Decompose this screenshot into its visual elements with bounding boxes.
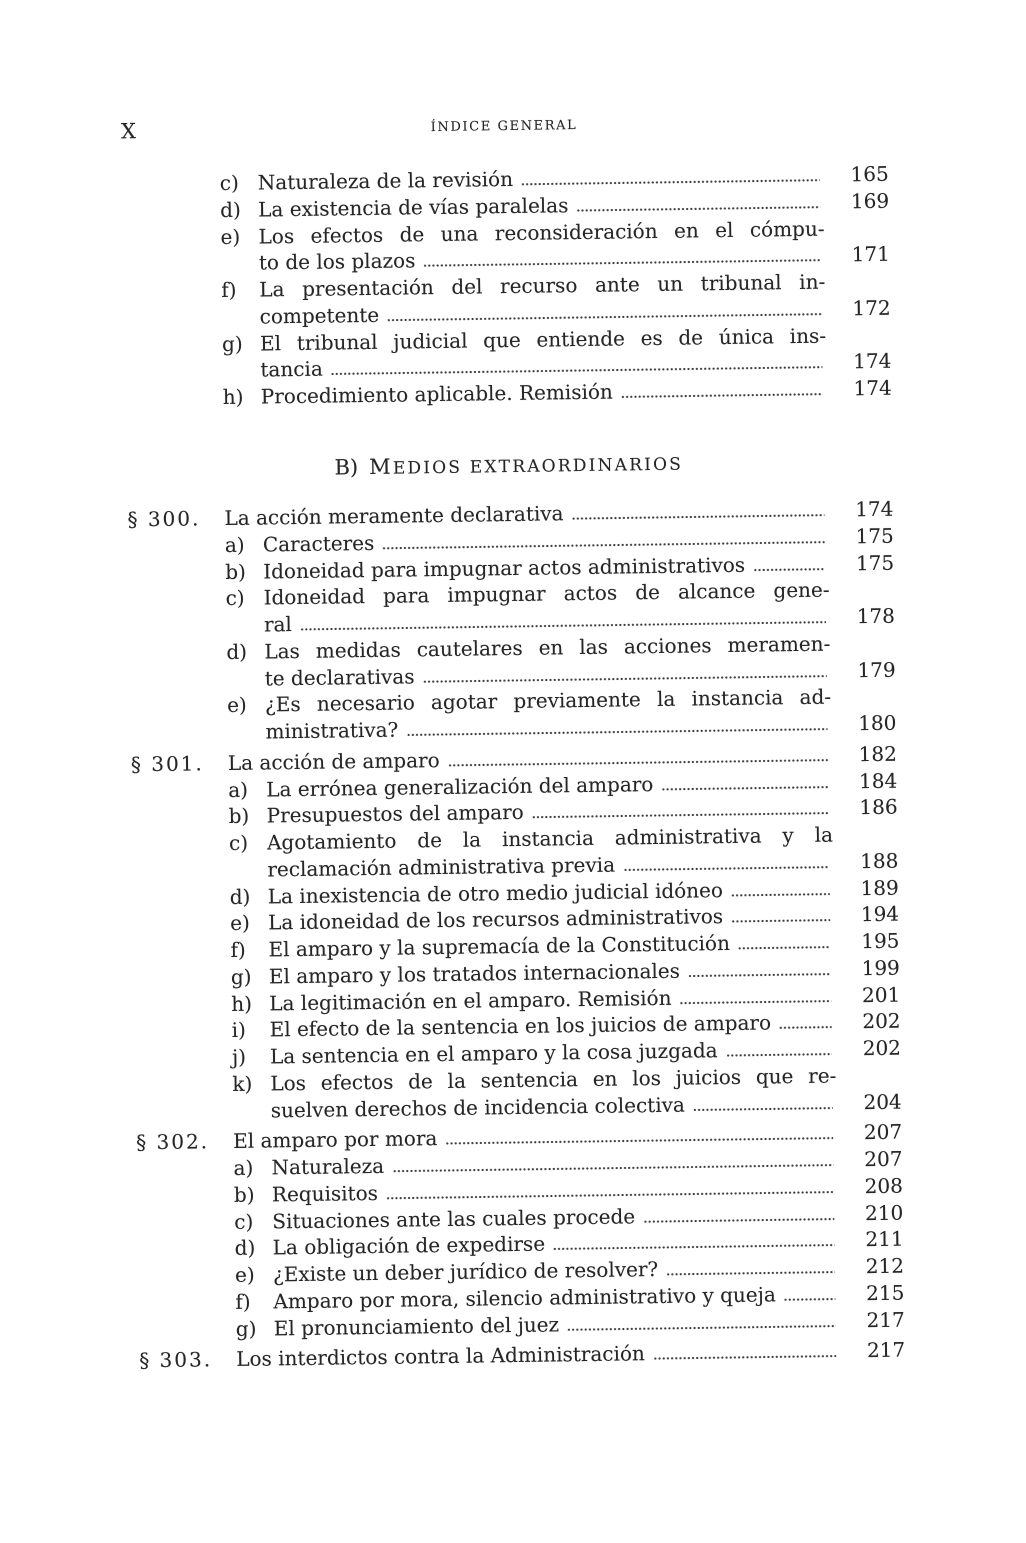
- page-number: 179: [857, 657, 896, 682]
- page-number: 165: [850, 161, 889, 187]
- section-indent: [130, 712, 227, 713]
- section-number: § 302.: [136, 1129, 210, 1155]
- page-number: 174: [855, 496, 894, 522]
- dot-leader: [726, 1053, 832, 1057]
- item-letter: f): [235, 1289, 251, 1314]
- page-number: 186: [859, 794, 898, 820]
- dot-leader: [653, 1355, 836, 1361]
- item-letter: c): [225, 585, 245, 611]
- item-title: La presentación del recurso ante un tribunal in-: [259, 269, 826, 302]
- item-title: suelven derechos de incidencia colectiva: [270, 1092, 686, 1122]
- toc-sections: [127, 496, 905, 1375]
- item-letter: d): [220, 197, 241, 222]
- dot-leader: [753, 567, 825, 571]
- item-letter-indent: [221, 270, 259, 271]
- page-number: 208: [864, 1173, 904, 1198]
- section-indent: [132, 823, 229, 824]
- item-title: La errónea generalización del amparo: [266, 771, 654, 801]
- section-indent: [138, 1255, 235, 1256]
- page-number: 182: [858, 741, 898, 766]
- page-number: 204: [863, 1089, 902, 1114]
- dot-leader: [406, 728, 827, 737]
- section-indent: [132, 850, 229, 851]
- dot-leader: [738, 946, 831, 950]
- dot-leader: [382, 540, 825, 549]
- section-indent: [128, 552, 225, 553]
- toc-continued-items: [123, 161, 892, 412]
- dot-leader: [731, 892, 830, 896]
- dot-leader: [300, 621, 826, 631]
- dot-leader: [576, 205, 820, 211]
- section-title: El amparo por mora: [233, 1126, 438, 1154]
- item-title: ¿Existe un deber jurídico de resolver?: [272, 1257, 659, 1287]
- page-number: 202: [862, 1035, 902, 1061]
- section-number: § 300.: [127, 506, 201, 532]
- item-letter: c): [234, 1209, 254, 1234]
- page-number: 217: [866, 1337, 906, 1363]
- item-title: ministrativa?: [265, 717, 399, 744]
- page-number: 175: [855, 523, 894, 548]
- running-title: ÍNDICE GENERAL: [430, 118, 578, 136]
- item-letter: b): [233, 1182, 255, 1207]
- page-number: 212: [865, 1253, 905, 1279]
- dot-leader: [572, 514, 825, 521]
- section-indent: [128, 578, 225, 579]
- dot-leader: [643, 1217, 834, 1223]
- item-title: Procedimiento aplicable. Remisión: [260, 379, 613, 409]
- item-title: La obligación de expedirse: [272, 1231, 546, 1260]
- section-indent: [123, 217, 220, 218]
- item-title: ¿Es necesario agotar previamente la instancia ad-: [264, 684, 832, 717]
- item-letter-indent: [228, 738, 266, 739]
- page-number: 180: [858, 710, 897, 736]
- item-letter: e): [226, 692, 247, 718]
- section-indent: [137, 1175, 234, 1176]
- item-letter: i): [231, 1018, 247, 1043]
- dot-leader: [666, 1271, 835, 1276]
- running-head: [0, 106, 1017, 147]
- page-number: 189: [860, 875, 899, 900]
- page-number: 207: [863, 1119, 903, 1145]
- section-title: La acción meramente declarativa: [224, 501, 564, 531]
- item-title: to de los plazos: [258, 248, 416, 275]
- dot-leader: [553, 1244, 835, 1251]
- dot-leader: [521, 179, 820, 186]
- part-heading: [0, 445, 1022, 486]
- section-indent: [123, 190, 220, 191]
- item-letter-indent: [233, 1117, 271, 1118]
- dot-leader: [693, 1106, 833, 1111]
- item-title: La inexistencia de otro medio judicial idóneo: [267, 877, 724, 908]
- page-number: 174: [853, 348, 892, 374]
- item-title: El efecto de la sentencia en los juicios de amparo: [269, 1010, 772, 1042]
- item-title: tancia: [260, 356, 323, 382]
- item-letter: a): [224, 532, 245, 557]
- section-indent: [139, 1309, 236, 1310]
- part-title: MEDIOS EXTRAORDINARIOS: [368, 454, 684, 479]
- dot-leader: [423, 674, 827, 683]
- page-number: 217: [866, 1307, 905, 1332]
- item-letter: g): [230, 964, 252, 989]
- section-indent: [131, 739, 228, 740]
- dot-leader: [448, 758, 828, 766]
- section-indent: [124, 244, 221, 245]
- section-indent: [124, 270, 221, 271]
- dot-leader: [331, 366, 823, 376]
- item-title: Caracteres: [262, 530, 375, 557]
- item-letter: k): [232, 1071, 253, 1096]
- section-number: § 303.: [139, 1347, 213, 1373]
- dot-leader: [731, 919, 830, 923]
- item-title: Naturaleza: [271, 1153, 385, 1180]
- section-indent: [129, 659, 226, 660]
- section-indent: [126, 404, 223, 405]
- section-indent: [129, 632, 226, 633]
- page-number: 175: [855, 550, 895, 575]
- page-number: 202: [862, 1008, 901, 1034]
- page-number: 172: [852, 295, 891, 320]
- dot-leader: [532, 812, 829, 819]
- section-indent: [132, 877, 229, 878]
- item-title: Idoneidad para impugnar actos administrativos: [263, 552, 746, 583]
- dot-leader: [784, 1297, 836, 1301]
- dot-leader: [680, 999, 832, 1004]
- item-title: Agotamiento de la instancia administrativa y la: [266, 822, 834, 855]
- page-numeral: X: [120, 119, 137, 144]
- page-number: 188: [859, 848, 899, 873]
- dot-leader: [623, 865, 829, 871]
- item-letter: f): [221, 277, 237, 303]
- item-title: te declarativas: [264, 663, 415, 690]
- dot-leader: [387, 312, 822, 321]
- item-letter: e): [234, 1262, 255, 1287]
- section-indent: [126, 377, 223, 378]
- dot-leader: [445, 1137, 833, 1145]
- section-number: § 301.: [130, 751, 204, 777]
- section-indent: [133, 903, 230, 904]
- item-title: El pronunciamiento del juez: [273, 1311, 560, 1340]
- item-letter-indent: [229, 876, 267, 877]
- section-indent: [134, 1010, 231, 1011]
- item-letter: h): [222, 384, 244, 410]
- item-title: Naturaleza de la revisión: [257, 166, 514, 195]
- section-indent: [125, 351, 222, 352]
- section-indent: [135, 1091, 232, 1092]
- item-title: Situaciones ante las cuales procede: [272, 1203, 636, 1233]
- item-title: Idoneidad para impugnar actos de alcance gene-: [263, 577, 830, 610]
- item-title: El amparo y la supremacía de la Constitución: [268, 930, 731, 962]
- item-letter: e): [220, 224, 241, 249]
- section-indent: [133, 930, 230, 931]
- item-letter: c): [219, 170, 239, 196]
- page-number: 207: [864, 1146, 903, 1172]
- item-title: ral: [263, 612, 293, 637]
- page-number: 171: [851, 241, 891, 267]
- item-title: El tribunal judicial que entiende es de única ins-: [259, 323, 827, 355]
- item-letter: d): [226, 639, 248, 664]
- item-title: El amparo y los tratados internacionales: [268, 958, 681, 989]
- item-title: Presupuestos del amparo: [266, 800, 524, 828]
- dot-leader: [661, 785, 828, 790]
- section-indent: [124, 297, 221, 298]
- section-indent: [134, 957, 231, 958]
- page-number: 174: [853, 375, 892, 401]
- section-indent: [137, 1228, 234, 1229]
- page-number: 211: [865, 1226, 904, 1252]
- page-number: 201: [861, 982, 901, 1007]
- item-letter: b): [225, 559, 247, 584]
- page-number: 194: [860, 901, 900, 927]
- section-indent: [138, 1282, 235, 1283]
- page-number: 178: [856, 603, 896, 629]
- section-title: La acción de amparo: [227, 747, 440, 775]
- item-title: Las medidas cautelares en las acciones meramen-: [264, 631, 831, 664]
- item-letter: f): [230, 937, 246, 962]
- section-indent: [137, 1202, 234, 1203]
- item-title: competente: [259, 302, 380, 329]
- page-number: 199: [861, 955, 900, 980]
- item-letter: d): [229, 884, 251, 909]
- item-letter-indent: [222, 323, 260, 324]
- item-title: La sentencia en el amparo y la cosa juzgada: [269, 1038, 718, 1069]
- section-indent: [135, 1037, 232, 1038]
- dot-leader: [423, 259, 821, 268]
- dot-leader: [386, 1190, 834, 1199]
- section-indent: [139, 1335, 236, 1336]
- toc-section-line: [139, 1337, 905, 1374]
- item-letter: d): [234, 1235, 256, 1261]
- section-indent: [131, 796, 228, 797]
- item-title: Requisitos: [271, 1180, 379, 1207]
- item-letter: e): [229, 910, 250, 936]
- dot-leader: [688, 972, 831, 977]
- part-letter: B): [334, 455, 359, 480]
- item-title: Los efectos de una reconsideración en el cómpu-: [258, 216, 825, 248]
- item-letter: g): [235, 1316, 257, 1341]
- item-letter-indent: [227, 685, 265, 686]
- section-indent: [125, 324, 222, 325]
- page-number: 210: [864, 1200, 904, 1225]
- item-title: La idoneidad de los recursos administrativos: [267, 904, 724, 935]
- page-number: 169: [850, 188, 890, 213]
- item-letter: h): [231, 991, 253, 1016]
- dot-leader: [779, 1026, 832, 1030]
- item-letter: b): [228, 803, 250, 829]
- item-letter-indent: [223, 377, 261, 378]
- item-title: Amparo por mora, silencio administrativo y queja: [273, 1282, 776, 1314]
- section-indent: [134, 984, 231, 985]
- item-letter: c): [228, 830, 249, 855]
- page-number: 215: [866, 1280, 905, 1305]
- item-letter-indent: [226, 631, 264, 632]
- section-indent: [129, 605, 226, 606]
- item-letter: a): [233, 1155, 254, 1180]
- section-indent: [136, 1117, 233, 1118]
- dot-leader: [621, 393, 823, 399]
- item-letter: g): [221, 331, 243, 356]
- item-letter: j): [231, 1044, 247, 1069]
- item-title: reclamación administrativa previa: [267, 852, 616, 882]
- dot-leader: [392, 1164, 833, 1173]
- item-title: La legitimación en el amparo. Remisión: [269, 985, 672, 1015]
- section-indent: [130, 685, 227, 686]
- page-number: 184: [858, 768, 898, 793]
- item-title: La existencia de vías paralelas: [258, 192, 569, 222]
- page-number: 195: [861, 928, 900, 954]
- section-indent: [135, 1064, 232, 1065]
- dot-leader: [567, 1324, 836, 1331]
- item-letter: a): [228, 777, 249, 802]
- section-title: Los interdictos contra la Administración: [236, 1341, 645, 1372]
- item-title: Los efectos de la sentencia en los juicios que re-: [270, 1063, 837, 1096]
